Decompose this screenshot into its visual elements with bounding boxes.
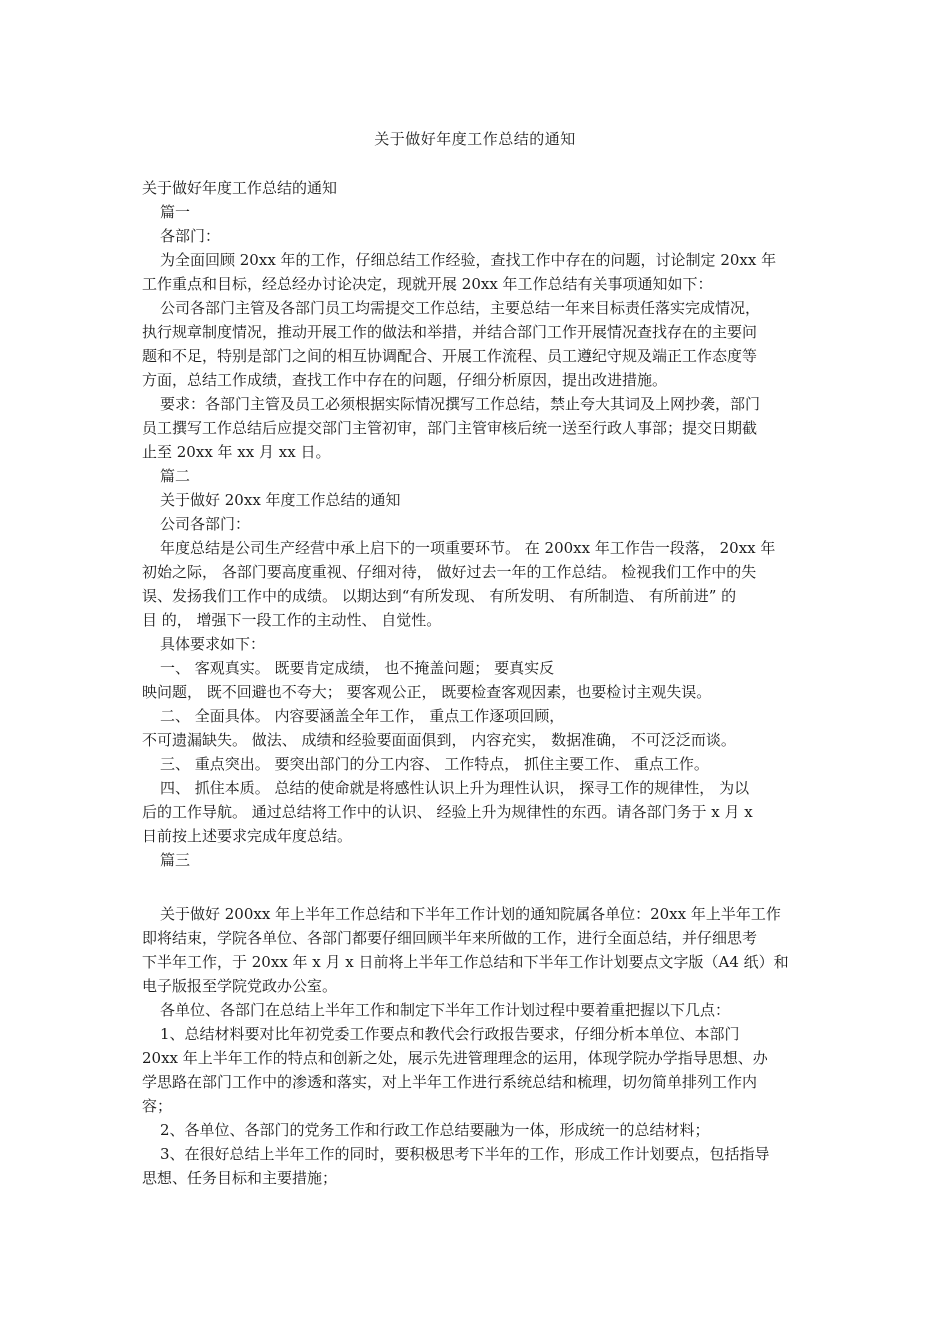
text-line: 题和不足，特别是部门之间的相互协调配合、开展工作流程、员工遵纪守规及端正工作态度等 [142,347,758,365]
list-item-3: 三、 重点突出。 要突出部门的分工内容、 工作特点， 抓住主要工作、 重点工作。 [160,755,709,773]
salutation-2: 公司各部门： [160,515,251,533]
text-line: 20xx 年上半年工作的特点和创新之处，展示先进管理理念的运用，体现学院办学指导思想、办 [142,1049,768,1067]
text-line: 后的工作导航。 通过总结将工作中的认识、 经验上升为规律性的东西。请各部门务于 x 月 x [142,803,753,821]
text-line: 即将结束，学院各单位、各部门都要仔细回顾半年来所做的工作，进行全面总结，并仔细思考 [142,929,758,947]
text-line: 映问题， 既不回避也不夸大； 要客观公正， 既要检查客观因素，也要检讨主观失误。 [142,683,712,701]
text-line: 为全面回顾 20xx 年的工作，仔细总结工作经验，查找工作中存在的问题，讨论制定 20xx 年 [160,251,777,269]
text-line: 具体要求如下： [160,635,266,653]
text-line: 要求：各部门主管及员工必须根据实际情况撰写工作总结，禁止夸大其词及上网抄袭，部门 [160,395,761,413]
text-line: 思想、任务目标和主要措施； [142,1169,338,1187]
text-line: 日前按上述要求完成年度总结。 [142,827,353,845]
list-item-4: 四、 抓住本质。 总结的使命就是将感性认识上升为理性认识， 探寻工作的规律性， 为以 [160,779,750,797]
text-line: 电子版报至学院党政办公室。 [142,977,338,995]
text-line: 关于做好 200xx 年上半年工作总结和下半年工作计划的通知院属各单位：20xx 年上半年工作 [160,905,781,923]
text-line: 工作重点和目标，经总经办讨论决定，现就开展 20xx 年工作总结有关事项通知如下： [142,275,713,293]
text-line: 容； [142,1097,173,1115]
body-heading: 关于做好年度工作总结的通知 [142,179,338,197]
text-line: 各单位、各部门在总结上半年工作和制定下半年工作计划过程中要着重把握以下几点： [160,1001,731,1019]
text-line: 不可遗漏缺失。 做法、 成绩和经验要面面俱到， 内容充实， 数据准确， 不可泛泛而谈。 [142,731,736,749]
list-item-1: 一、 客观真实。 既要肯定成绩， 也不掩盖问题； 要真实反 [160,659,555,677]
text-line: 年度总结是公司生产经营中承上启下的一项重要环节。 在 200xx 年工作告一段落， 20xx 年 [160,539,776,557]
text-line: 初始之际， 各部门要高度重视、仔细对待， 做好过去一年的工作总结。 检视我们工作中的失 [142,563,757,581]
text-line: 执行规章制度情况，推动开展工作的做法和举措，并结合部门工作开展情况查找存在的主要问 [142,323,758,341]
text-line: 公司各部门主管及各部门员工均需提交工作总结，主要总结一年来目标责任落实完成情况， [160,299,761,317]
numbered-item-3: 3、在很好总结上半年工作的同时，要积极思考下半年的工作，形成工作计划要点，包括指导 [160,1145,770,1163]
document-title: 关于做好年度工作总结的通知 [374,130,576,148]
blank-gap [142,872,810,902]
text-line: 误、发扬我们工作中的成绩。 以期达到“有所发现、 有所发明、 有所制造、 有所前进” 的 [142,587,737,605]
list-item-2: 二、 全面具体。 内容要涵盖全年工作， 重点工作逐项回顾， [160,707,565,725]
section-label-3: 篇三 [160,851,191,869]
section-label-2: 篇二 [160,467,191,485]
text-line: 方面，总结工作成绩，查找工作中存在的问题，仔细分析原因，提出改进措施。 [142,371,668,389]
text-line: 下半年工作，于 20xx 年 x 月 x 日前将上半年工作总结和下半年工作计划要点文字版（A4 纸）和 [142,953,789,971]
text-line: 学思路在部门工作中的渗透和落实，对上半年工作进行系统总结和梳理，切勿简单排列工作内 [142,1073,758,1091]
document-body [142,176,810,1190]
subheading-2: 关于做好 20xx 年度工作总结的通知 [160,491,401,509]
text-line: 员工撰写工作总结后应提交部门主管初审，部门主管审核后统一送至行政人事部；提交日期截 [142,419,758,437]
numbered-item-2: 2、各单位、各部门的党务工作和行政工作总结要融为一体，形成统一的总结材料； [160,1121,710,1139]
text-line: 止至 20xx 年 xx 月 xx 日。 [142,443,331,461]
salutation-1: 各部门： [160,227,221,245]
section-label-1: 篇一 [160,203,191,221]
text-line: 目 的， 增强下一段工作的主动性、 自觉性。 [142,611,442,629]
numbered-item-1: 1、总结材料要对比年初党委工作要点和教代会行政报告要求，仔细分析本单位、本部门 [160,1025,740,1043]
